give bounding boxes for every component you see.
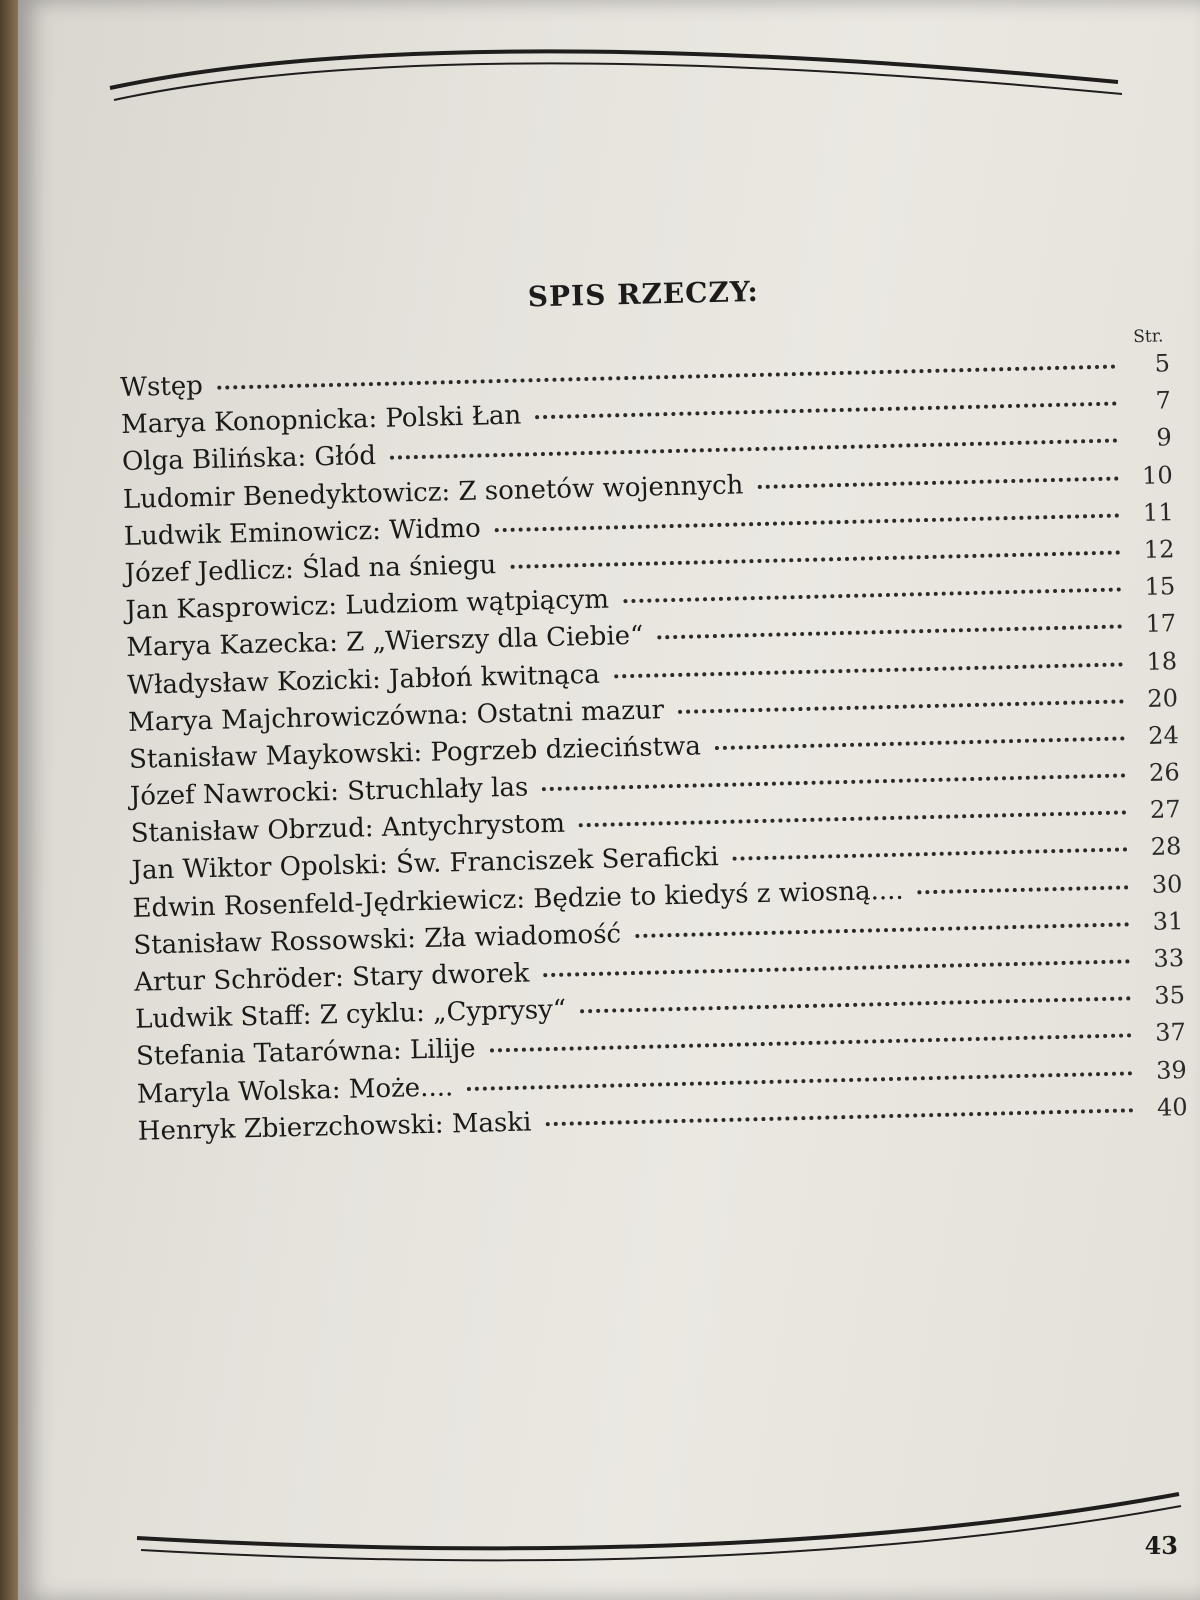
toc-entry-page: 20 [1147,683,1179,713]
dot-leader [733,848,1128,861]
page-column-label: Str. [1133,326,1164,348]
toc-entry-title: Ludomir Benedyktowicz: Z sonetów wojennych [122,469,744,515]
toc-entry-title: Olga Bilińska: Głód [121,441,377,478]
book-page [18,0,1200,1600]
toc-entry-title: Marya Kazecka: Z „Wierszy dla Ciebie“ [126,621,644,664]
dot-leader [543,959,1130,977]
toc-entry-title: Stanisław Rossowski: Zła wiadomość [133,919,622,961]
toc-entry-title: Stanisław Maykowski: Pogrzeb dzieciństwa [128,731,702,775]
toc-entry-title: Marya Konopnicka: Polski Łan [120,400,522,441]
toc-entry-title: Stanisław Obrzud: Antychrystom [130,808,566,850]
dot-leader [490,1034,1132,1053]
toc-entry-title: Artur Schröder: Stary dworek [133,958,530,998]
dot-leader [657,625,1122,640]
dot-leader [542,773,1126,791]
dot-leader [757,476,1118,489]
toc-entry-title: Józef Jedlicz: Ślad na śniegu [124,550,497,589]
dot-leader [545,1108,1133,1126]
toc-entry-page: 39 [1155,1055,1187,1085]
dot-leader [580,997,1131,1014]
toc-entry-page: 12 [1143,535,1175,564]
toc-entry-page: 18 [1146,646,1178,676]
dot-leader [390,439,1118,460]
toc-entry-page: 26 [1148,758,1180,787]
table-of-contents [118,265,1188,1153]
toc-entry-page: 7 [1155,386,1172,415]
toc-entry-title: Ludwik Eminowicz: Widmo [123,513,482,552]
dot-leader [635,922,1129,938]
toc-entry-page: 15 [1144,572,1176,602]
dot-leader [495,513,1120,532]
toc-entry-page: 5 [1154,349,1171,378]
dot-leader [467,1071,1133,1091]
toc-entry-title: Maryla Wolska: Może.... [136,1071,454,1110]
toc-entry-page: 27 [1149,795,1181,825]
toc-entry-title: Ludwik Staff: Z cyklu: „Cyprysy“ [134,994,567,1035]
toc-entry-title: Jan Wiktor Opolski: Św. Franciszek Seraficki [131,842,719,887]
toc-heading: SPIS RZECZY: [527,274,760,314]
toc-entry-title: Henryk Zbierzchowski: Maski [137,1107,532,1147]
dot-leader [623,588,1121,604]
toc-entry-title: Edwin Rosenfeld-Jędrkiewicz: Będzie to kiedyś z wiosną.... [132,875,904,924]
toc-entry-title: Marya Majchrowiczówna: Ostatni mazur [127,694,665,738]
toc-entry-title: Wstęp [119,371,204,403]
bottom-ornamental-rule [133,1480,1183,1590]
toc-entry-page: 35 [1154,981,1186,1010]
toc-entry-page: 28 [1150,832,1182,862]
toc-entry-title: Jan Kasprowicz: Ludziom wątpiącym [125,584,610,627]
toc-entry-title: Stefania Tatarówna: Lilije [135,1034,476,1073]
dot-leader [535,402,1117,420]
book-gutter [0,0,18,1600]
toc-entry-page: 11 [1142,497,1174,527]
dot-leader [715,736,1125,750]
toc-entry-page: 17 [1145,609,1177,639]
dot-leader [510,550,1120,568]
toc-entry-page: 33 [1153,944,1185,973]
toc-entry-page: 37 [1154,1018,1187,1048]
top-ornamental-rule [108,10,1138,110]
toc-entry-page: 40 [1156,1092,1188,1122]
toc-entry-page: 31 [1152,906,1184,936]
toc-entry-page: 24 [1147,721,1180,750]
toc-entry-title: Władysław Kozicki: Jabłoń kwitnąca [126,659,601,701]
toc-entry-page: 30 [1151,869,1183,899]
toc-entry-page: 10 [1141,460,1173,490]
dot-leader [678,699,1124,714]
dot-leader [217,365,1116,390]
folio-page-number: 43 [1144,1531,1178,1560]
toc-entry-page: 9 [1156,423,1173,452]
dot-leader [918,885,1129,894]
dot-leader [579,811,1127,828]
toc-entry-title: Józef Nawrocki: Struchlały las [129,772,529,812]
dot-leader [614,662,1123,678]
toc-list [120,348,1188,1153]
